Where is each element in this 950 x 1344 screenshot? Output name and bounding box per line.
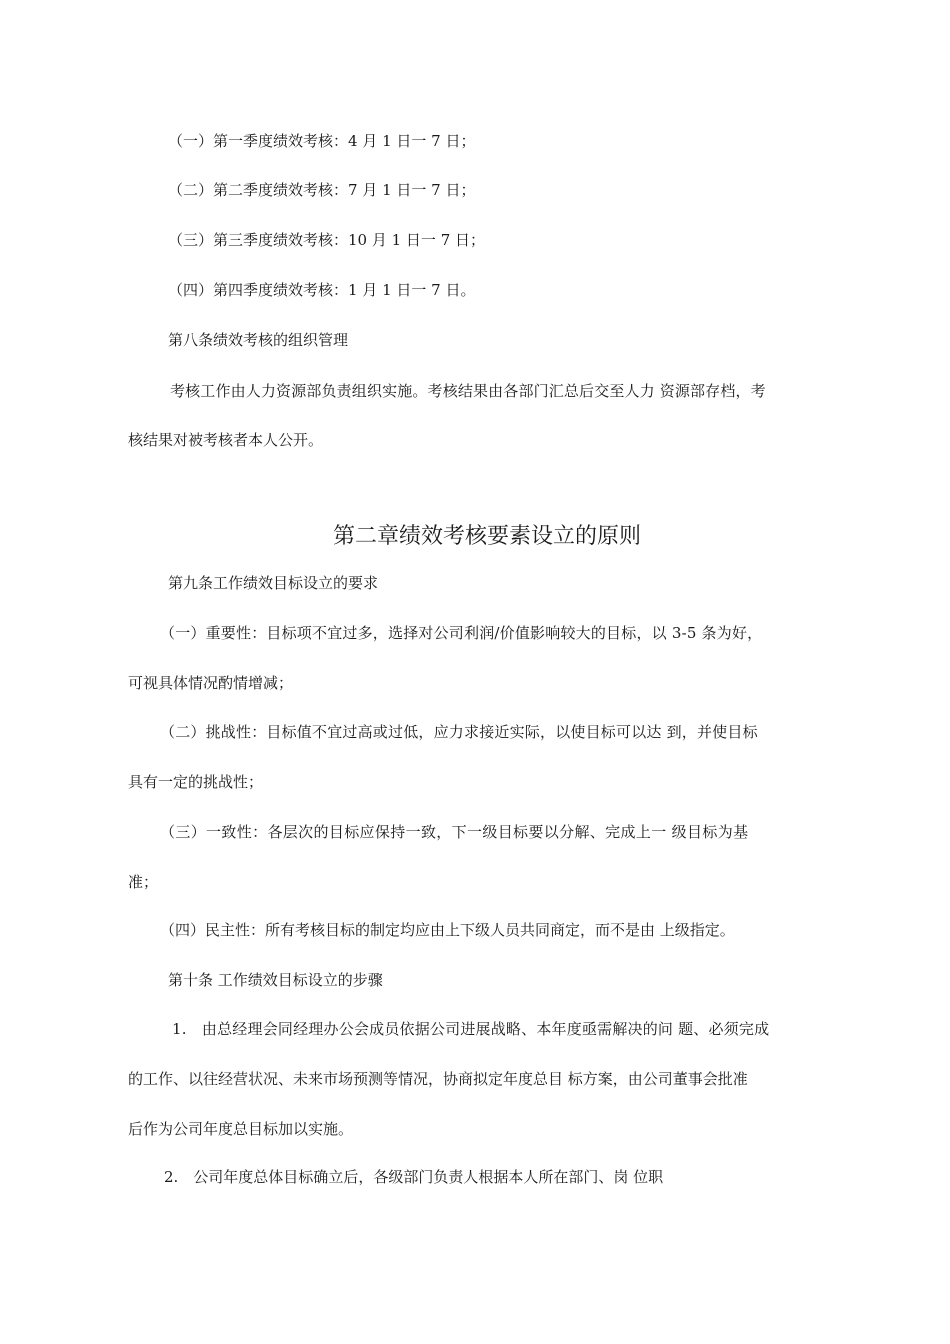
step-2-line-1: 2. 公司年度总体目标确立后，各级部门负责人根据本人所在部门、岗 位职 bbox=[164, 1168, 664, 1186]
article-8-body-line-1: 考核工作由人力资源部负责组织实施。考核结果由各部门汇总后交至人力 资源部存档，考 bbox=[170, 382, 766, 400]
requirement-1-line-2: 可视具体情况酌情增减； bbox=[128, 674, 294, 692]
chapter-2-heading: 第二章绩效考核要素设立的原则 bbox=[332, 524, 641, 549]
step-1-line-2: 的工作、以往经营状况、未来市场预测等情况，协商拟定年度总目 标方案，由公司董事会批准 bbox=[128, 1070, 748, 1088]
quarter-4-schedule: （四）第四季度绩效考核：1 月 1 日一 7 日。 bbox=[168, 281, 476, 299]
requirement-3-line-2: 准； bbox=[128, 873, 159, 891]
step-1-line-3: 后作为公司年度总目标加以实施。 bbox=[128, 1120, 354, 1138]
quarter-2-schedule: （二）第二季度绩效考核：7 月 1 日一 7 日； bbox=[168, 181, 476, 199]
requirement-2-line-1: （二）挑战性：目标值不宜过高或过低，应力求接近实际，以使目标可以达 到，并使目标 bbox=[160, 723, 758, 741]
quarter-1-schedule: （一）第一季度绩效考核：4 月 1 日一 7 日； bbox=[168, 132, 476, 150]
step-1-line-1: 1. 由总经理会同经理办公会成员依据公司进展战略、本年度亟需解决的问 题、必须完成 bbox=[172, 1020, 770, 1038]
quarter-3-schedule: （三）第三季度绩效考核：10 月 1 日一 7 日； bbox=[168, 231, 486, 249]
article-8-title: 第八条绩效考核的组织管理 bbox=[168, 331, 349, 349]
article-8-body-line-2: 核结果对被考核者本人公开。 bbox=[128, 431, 324, 449]
requirement-1-line-1: （一）重要性：目标项不宜过多，选择对公司利润/价值影响较大的目标，以 3-5 条为好， bbox=[160, 624, 763, 642]
article-10-title: 第十条 工作绩效目标设立的步骤 bbox=[168, 971, 383, 989]
requirement-3-line-1: （三）一致性：各层次的目标应保持一致，下一级目标要以分解、完成上一 级目标为基 bbox=[160, 823, 749, 841]
requirement-4-line-1: （四）民主性：所有考核目标的制定均应由上下级人员共同商定，而不是由 上级指定。 bbox=[160, 921, 735, 939]
article-9-title: 第九条工作绩效目标设立的要求 bbox=[168, 574, 379, 592]
requirement-2-line-2: 具有一定的挑战性； bbox=[128, 773, 264, 791]
